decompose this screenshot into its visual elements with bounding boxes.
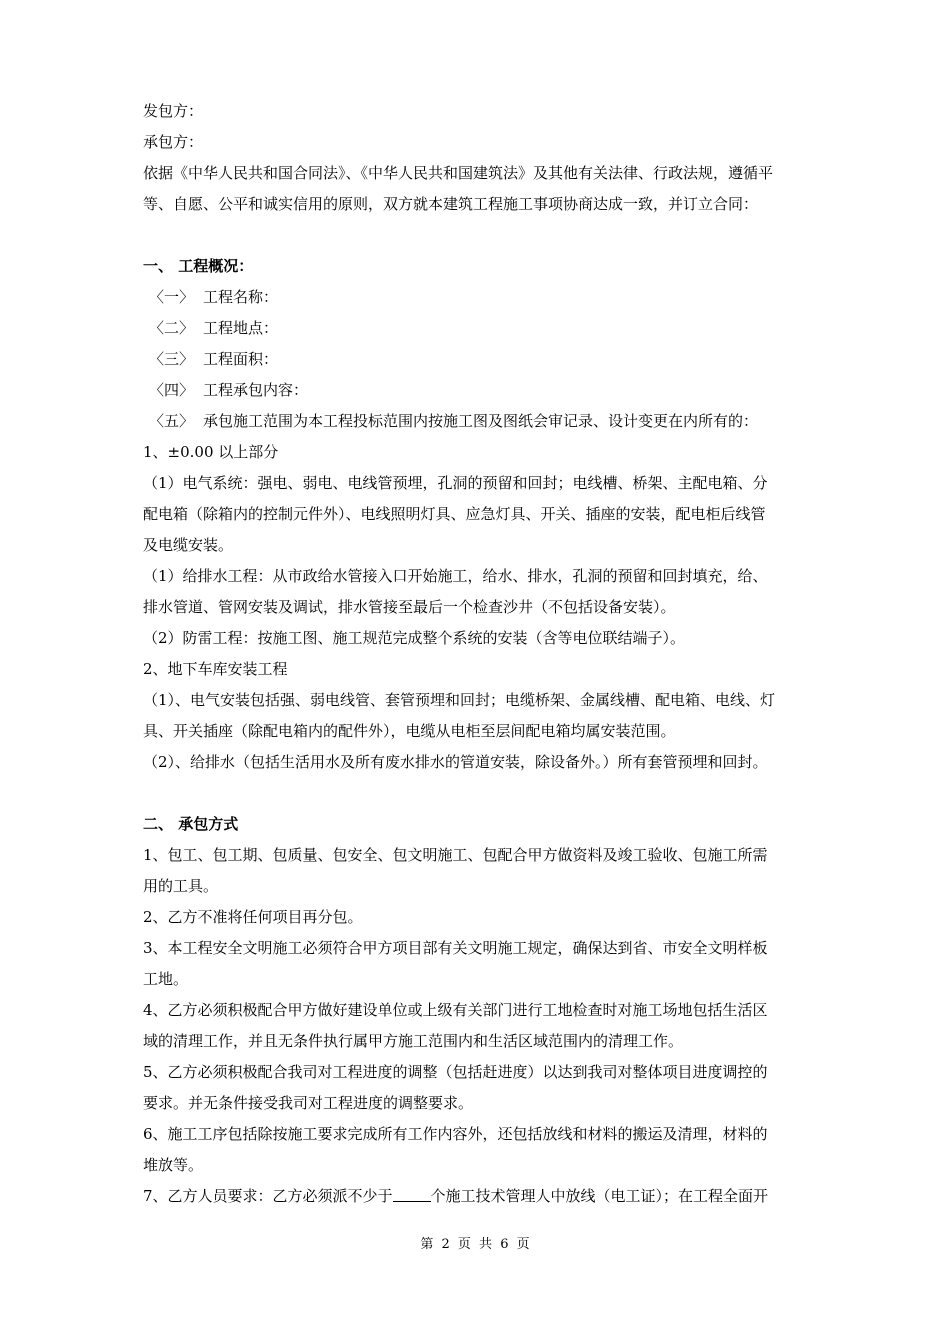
item-text: 工程面积： <box>203 350 279 368</box>
clause-1-line-1: 1、包工、包工期、包质量、包安全、包文明施工、包配合甲方做资料及竣工验收、包施工所需 <box>143 846 768 864</box>
project-item-content <box>143 375 811 406</box>
electrical-line-2: 配电箱（除箱内的控制元件外）、电线照明灯具、应急灯具、开关、插座的安装，配电柜后线管 <box>143 505 766 523</box>
project-item-area <box>143 344 811 375</box>
clause-3-line-2: 工地。 <box>143 970 189 988</box>
document-body <box>143 96 811 1212</box>
section-1-heading: 一、 工程概况： <box>143 257 254 275</box>
item-number: 〈五〉 <box>149 412 195 430</box>
clause-6-line-2: 堆放等。 <box>143 1156 204 1174</box>
item-number: 〈四〉 <box>149 381 195 399</box>
plumbing-line-1: （1）给排水工程：从市政给水管接入口开始施工，给水、排水，孔洞的预留和回封填充，给、 <box>143 567 768 585</box>
clause-7-text-after: 个施工技术管理人中放线（电工证）；在工程全面开 <box>430 1187 769 1205</box>
section-2-heading: 二、 承包方式 <box>143 815 239 833</box>
project-item-scope <box>143 406 811 437</box>
spacer <box>143 778 811 809</box>
garage-electrical-line-1: （1）、电气安装包括强、弱电线管、套管预埋和回封；电缆桥架、金属线槽、配电箱、电线、灯 <box>143 691 776 709</box>
item-text: 工程承包内容： <box>203 381 309 399</box>
item-text: 承包施工范围为本工程投标范围内按施工图及图纸会审记录、设计变更在内所有的： <box>203 412 759 430</box>
clause-1-line-2: 用的工具。 <box>143 877 219 895</box>
clause-4-line-2: 域的清理工作，并且无条件执行属甲方施工范围内和生活区域范围内的清理工作。 <box>143 1032 684 1050</box>
clause-3-line-1: 3、本工程安全文明施工必须符合甲方项目部有关文明施工规定，确保达到省、市安全文明样板 <box>143 939 768 957</box>
clause-7-text-before: 7、乙方人员要求：乙方必须派不少于 <box>143 1187 393 1205</box>
electrical-line-1: （1）电气系统：强电、弱电、电线管预埋，孔洞的预留和回封；电线槽、桥架、主配电箱、分 <box>143 474 768 492</box>
plumbing-line-2: 排水管道、管网安装及调试，排水管接至最后一个检查沙井（不包括设备安装）。 <box>143 598 676 616</box>
garage-electrical-line-2: 具、开关插座（除配电箱内的配件外），电缆从电柜至层间配电箱均属安装范围。 <box>143 722 676 740</box>
clause-5-line-2: 要求。并无条件接受我司对工程进度的调整要求。 <box>143 1094 474 1112</box>
clause-2-line: 2、乙方不准将任何项目再分包。 <box>143 908 363 926</box>
clause-5-line-1: 5、乙方必须积极配合我司对工程进度的调整（包括赶进度）以达到我司对整体项目进度调控的 <box>143 1063 768 1081</box>
item-number: 〈三〉 <box>149 350 195 368</box>
item-text: 工程名称： <box>203 288 279 306</box>
lightning-line: （2）防雷工程：按施工图、施工规范完成整个系统的安装（含等电位联结端子）。 <box>143 629 686 647</box>
clause-7-line <box>143 1181 811 1212</box>
fill-in-blank <box>393 1187 431 1202</box>
part-1-title: 1、±0.00 以上部分 <box>143 443 279 461</box>
preamble-line-2: 等、自愿、公平和诚实信用的原则，双方就本建筑工程施工事项协商达成一致，并订立合同： <box>143 195 759 213</box>
item-text: 工程地点： <box>203 319 279 337</box>
item-number: 〈二〉 <box>149 319 195 337</box>
garage-plumbing-line: （2）、给排水（包括生活用水及所有废水排水的管道安装，除设备外。）所有套管预埋和回封。 <box>143 753 768 771</box>
electrical-line-3: 及电缆安装。 <box>143 536 234 554</box>
part-2-title: 2、地下车库安装工程 <box>143 660 288 678</box>
project-item-location <box>143 313 811 344</box>
contractor-label: 承包方： <box>143 133 204 151</box>
clause-4-line-1: 4、乙方必须积极配合甲方做好建设单位或上级有关部门进行工地检查时对施工场地包括生活区 <box>143 1001 768 1019</box>
employer-label: 发包方： <box>143 102 204 120</box>
clause-6-line-1: 6、施工工序包括除按施工要求完成所有工作内容外，还包括放线和材料的搬运及清理，材料的 <box>143 1125 768 1143</box>
spacer <box>143 220 811 251</box>
project-item-name <box>143 282 811 313</box>
preamble-line-1: 依据《中华人民共和国合同法》、《中华人民共和国建筑法》及其他有关法律、行政法规，遵循平 <box>143 164 774 182</box>
page-number-footer: 第 2 页 共 6 页 <box>420 1237 530 1252</box>
item-number: 〈一〉 <box>149 288 195 306</box>
